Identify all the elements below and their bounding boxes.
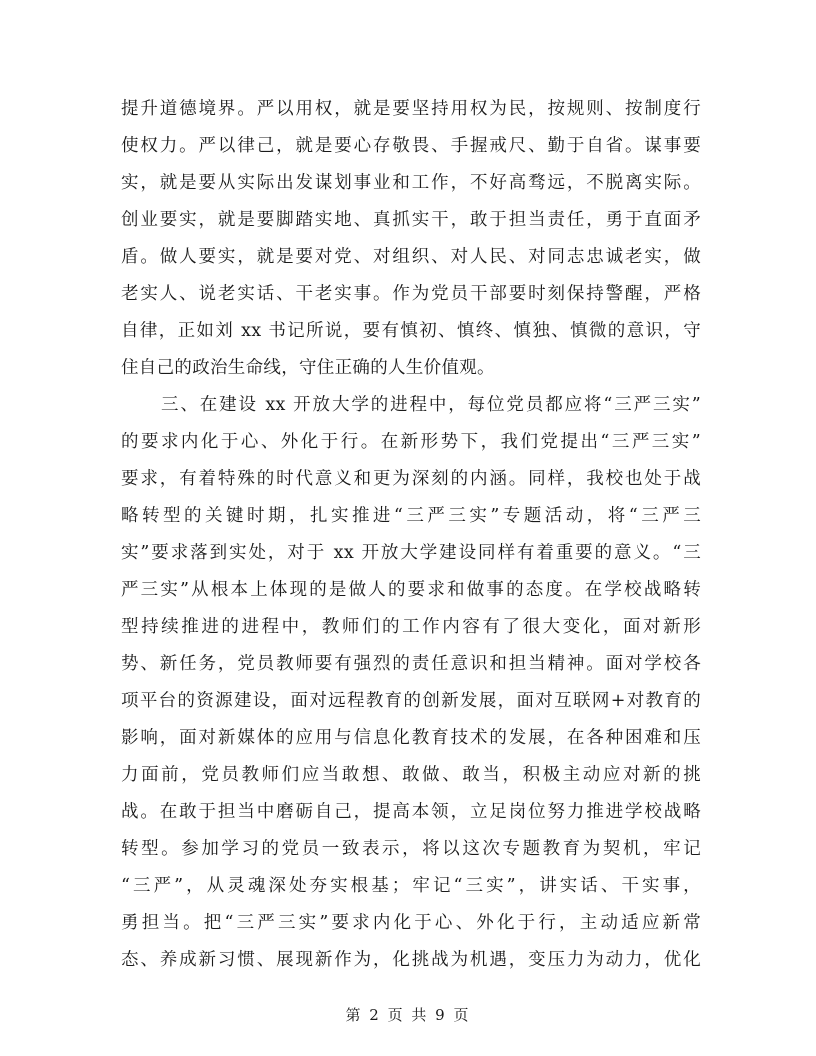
text-line: 住自己的政治生命线，守住正确的人生价值观。 (121, 358, 495, 378)
text-line: 略转型的关键时期，扎实推进“三严三实”专题活动，将“三严三 (121, 506, 701, 526)
text-line: 项平台的资源建设，面对远程教育的创新发展，面对互联网+对教育的 (121, 691, 701, 711)
text-line: 实，就是要从实际出发谋划事业和工作，不好高骛远，不脱离实际。 (121, 173, 701, 193)
text-line: 使权力。严以律己，就是要心存敬畏、手握戒尺、勤于自省。谋事要 (121, 136, 701, 156)
text-line: 影响，面对新媒体的应用与信息化教育技术的发展，在各种困难和压 (121, 728, 701, 748)
paragraph-start-line: 三、在建设 xx 开放大学的进程中，每位党员都应将“三严三实” (161, 395, 701, 415)
text-line: 提升道德境界。严以用权，就是要坚持用权为民，按规则、按制度行 (121, 99, 701, 119)
text-line: 盾。做人要实，就是要对党、对组织、对人民、对同志忠诚老实，做 (121, 247, 701, 267)
text-line: 势、新任务，党员教师要有强烈的责任意识和担当精神。面对学校各 (121, 654, 701, 674)
text-line: 创业要实，就是要脚踏实地、真抓实干，敢于担当责任，勇于直面矛 (121, 210, 701, 230)
text-line: 自律，正如刘 xx 书记所说，要有慎初、慎终、慎独、慎微的意识，守 (121, 321, 701, 341)
text-line: 严三实”从根本上体现的是做人的要求和做事的态度。在学校战略转 (121, 580, 701, 600)
text-line: 型持续推进的进程中，教师们的工作内容有了很大变化，面对新形 (121, 617, 701, 637)
text-line: 力面前，党员教师们应当敢想、敢做、敢当，积极主动应对新的挑 (121, 765, 701, 785)
text-line: 勇担当。把“三严三实”要求内化于心、外化于行，主动适应新常 (121, 913, 701, 933)
text-line: 要求，有着特殊的时代意义和更为深刻的内涵。同样，我校也处于战 (121, 469, 701, 489)
page-number-footer: 第 2 页 共 9 页 (345, 1006, 471, 1024)
text-line: 战。在敢于担当中磨砺自己，提高本领，立足岗位努力推进学校战略 (121, 802, 701, 822)
text-line: 的要求内化于心、外化于行。在新形势下，我们党提出“三严三实” (121, 432, 701, 452)
text-line: 实”要求落到实处，对于 xx 开放大学建设同样有着重要的意义。“三 (121, 543, 701, 563)
text-line: 转型。参加学习的党员一致表示，将以这次专题教育为契机，牢记 (121, 839, 701, 859)
text-line: 老实人、说老实话、干老实事。作为党员干部要时刻保持警醒，严格 (121, 284, 701, 304)
text-line: “三严”，从灵魂深处夯实根基；牢记“三实”，讲实话、干实事， (121, 876, 701, 896)
body-text (121, 91, 701, 979)
text-line: 态、养成新习惯、展现新作为，化挑战为机遇，变压力为动力，优化 (121, 950, 701, 970)
